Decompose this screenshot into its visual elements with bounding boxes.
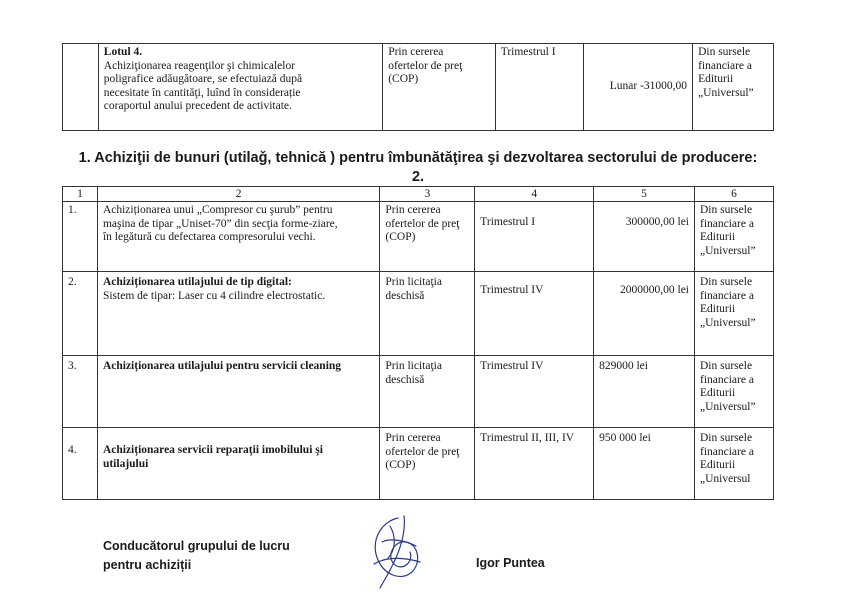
row-amount [594, 356, 695, 428]
table-row [63, 272, 774, 356]
lot-amount-cell [584, 44, 693, 131]
desc-line: Achiziționarea unui „Compresor cu şurub” pentru [102, 204, 333, 216]
desc-bold: Achiziționarea utilajului pentru servicii cleaning [102, 360, 342, 372]
desc-line: Sistem de tipar: Laser cu 4 cilindre electrostatic. [102, 289, 326, 302]
table-row [63, 356, 774, 428]
table-row [63, 202, 774, 272]
row-period [475, 202, 594, 272]
lot-line: coraportul anului precedent de activitate. [103, 100, 292, 112]
source-line: Din sursele [700, 360, 753, 372]
signatory-title-line: Conducătorul grupului de lucru [103, 539, 290, 553]
lot-method-cell [383, 44, 496, 131]
lot-line: necesitate în cantităţi, luînd în considerație [103, 86, 301, 99]
column-header: 3 [380, 187, 475, 202]
source-line: financiare a [700, 373, 754, 386]
source-line: Editurii [700, 303, 736, 315]
row-period [475, 428, 594, 500]
source-line: „Universul [700, 472, 751, 485]
amount-text: 2000000,00 lei [620, 284, 689, 296]
source-line: Din sursele [700, 276, 753, 288]
column-header: 2 [97, 187, 379, 202]
source-line: „Universul” [700, 244, 756, 257]
signatory-title [103, 537, 290, 575]
lot-period-cell [495, 44, 584, 131]
row-source [695, 428, 774, 500]
source-line: Din sursele [698, 46, 751, 58]
row-method [380, 428, 475, 500]
source-line: financiare a [700, 217, 754, 230]
source-line: „Universul” [700, 316, 756, 329]
method-line: Prin licitaţia [385, 276, 442, 288]
row-number-text: 4. [68, 444, 77, 456]
period-text: Trimestrul IV [480, 284, 544, 296]
desc-bold: Achiziționarea servicii reparaţii imobilului şi [102, 444, 323, 456]
section-number: 2. [411, 169, 425, 185]
row-amount [594, 202, 695, 272]
row-source [695, 202, 774, 272]
row-number-text: 2. [68, 276, 77, 288]
amount-text: 950 000 lei [599, 432, 651, 444]
table-row [63, 428, 774, 500]
method-line: deschisă [385, 289, 425, 302]
method-line: (COP) [388, 73, 419, 85]
row-number: 1. [63, 202, 98, 272]
lot-line: Achiziţionarea reagenţilor şi chimicalelor [103, 59, 296, 72]
signer-name: Igor Puntea [476, 556, 545, 570]
method-line: (COP) [385, 459, 416, 471]
row-number [63, 356, 98, 428]
row-description [97, 428, 379, 500]
lot-source-cell [693, 44, 774, 131]
period-text: Trimestrul I [480, 216, 536, 228]
lot-title: Lotul 4. [103, 46, 143, 58]
lot-description-cell [98, 44, 382, 131]
source-line: Din sursele [700, 204, 753, 216]
method-line: (COP) [385, 231, 416, 243]
method-line: Prin cererea [385, 432, 441, 444]
amount-text: 300000,00 lei [625, 216, 689, 228]
row-period [475, 272, 594, 356]
column-header: 6 [695, 187, 774, 202]
row-method [380, 356, 475, 428]
method-line: Prin cererea [385, 204, 441, 216]
desc-line: maşina de tipar „Uniset-70” din secţia forme-ziare, [102, 217, 338, 230]
source-line: Editurii [698, 73, 734, 85]
row-source [695, 356, 774, 428]
row-method [380, 272, 475, 356]
row-amount [594, 428, 695, 500]
period-text: Trimestrul II, III, IV [480, 432, 575, 444]
signature-image [360, 512, 430, 590]
method-line: deschisă [385, 373, 425, 386]
row-number [63, 272, 98, 356]
empty-cell [63, 44, 99, 131]
amount-text: 829000 lei [599, 360, 648, 372]
row-amount [594, 272, 695, 356]
row-source [695, 272, 774, 356]
method-line: ofertelor de preţ [385, 445, 460, 458]
source-line: „Universul” [698, 86, 754, 99]
section-title: 1. Achiziţii de bunuri (utilaǧ, tehnică ) pentru îmbunătăţirea şi dezvoltarea sectorului de producere: [78, 150, 758, 166]
procurement-table [62, 186, 774, 500]
source-line: Din sursele [700, 432, 753, 444]
source-line: Editurii [700, 459, 736, 471]
amount-text: Lunar -31000,00 [609, 80, 688, 93]
table-row [63, 44, 774, 131]
desc-bold: utilajului [102, 457, 149, 470]
desc-bold: Achiziționarea utilajului de tip digital: [102, 276, 292, 288]
row-description [97, 202, 379, 272]
row-number-text: 3. [68, 360, 77, 372]
method-line: ofertelor de preţ [388, 59, 463, 72]
method-line: Prin cererea [388, 46, 444, 58]
source-line: financiare a [698, 59, 753, 72]
column-header: 5 [594, 187, 695, 202]
column-header: 1 [63, 187, 98, 202]
source-line: Editurii [700, 231, 736, 243]
row-period [475, 356, 594, 428]
desc-line: în legătură cu defectarea compresorului vechi. [102, 231, 316, 243]
source-line: financiare a [700, 445, 754, 458]
row-number [63, 428, 98, 500]
source-line: financiare a [700, 289, 754, 302]
column-header: 4 [475, 187, 594, 202]
source-line: „Universul” [700, 400, 756, 413]
row-method [380, 202, 475, 272]
signatory-title-line: pentru achiziții [103, 558, 192, 572]
source-line: Editurii [700, 387, 736, 399]
lot4-table [62, 43, 774, 131]
row-description [97, 272, 379, 356]
lot-line: poligrafice adăugătoare, se efectuiază după [103, 73, 303, 85]
method-line: Prin licitaţia [385, 360, 442, 372]
period-text: Trimestrul I [500, 46, 556, 58]
period-text: Trimestrul IV [480, 360, 544, 372]
method-line: ofertelor de preţ [385, 217, 460, 230]
row-description [97, 356, 379, 428]
table-header-row [63, 187, 774, 202]
